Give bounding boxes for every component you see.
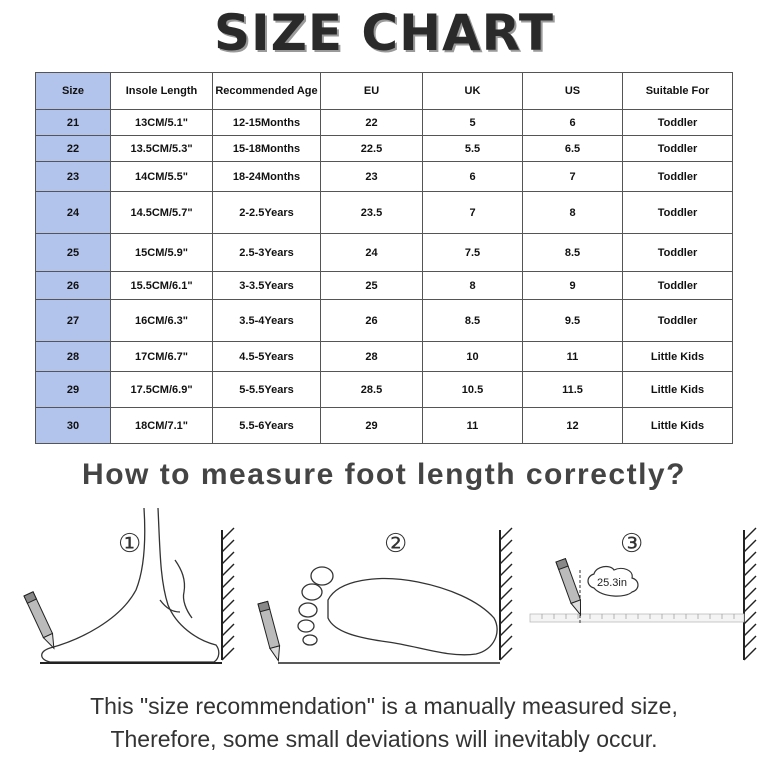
table-cell: 26 — [36, 272, 111, 300]
table-cell: 22.5 — [321, 136, 423, 162]
page-title: SIZE CHART — [213, 4, 555, 62]
table-row — [36, 234, 733, 272]
wall-hatch — [222, 528, 234, 660]
table-cell: 17CM/6.7" — [111, 342, 213, 372]
table-row — [36, 162, 733, 192]
table-cell: 29 — [321, 408, 423, 444]
table-cell: 28 — [321, 342, 423, 372]
table-cell: 23 — [36, 162, 111, 192]
table-cell: Little Kids — [623, 408, 733, 444]
table-cell: 8.5 — [523, 234, 623, 272]
column-header: Suitable For — [623, 73, 733, 110]
column-header: US — [523, 73, 623, 110]
table-cell: 8 — [423, 272, 523, 300]
wall-hatch — [500, 528, 512, 660]
pencil-icon — [258, 601, 283, 662]
table-cell: 30 — [36, 408, 111, 444]
tape-reading-bubble — [588, 567, 638, 597]
table-cell: Little Kids — [623, 372, 733, 408]
table-cell: 7 — [423, 192, 523, 234]
table-cell: 15.5CM/6.1" — [111, 272, 213, 300]
table-cell: Toddler — [623, 272, 733, 300]
table-cell: 11 — [523, 342, 623, 372]
disclaimer-note — [0, 690, 768, 756]
table-cell: 29 — [36, 372, 111, 408]
table-header-row — [36, 73, 733, 110]
table-cell: 28.5 — [321, 372, 423, 408]
pencil-icon — [24, 592, 58, 651]
table-cell: 13.5CM/5.3" — [111, 136, 213, 162]
table-cell: 12-15Months — [213, 110, 321, 136]
table-cell: 8.5 — [423, 300, 523, 342]
table-cell: 6.5 — [523, 136, 623, 162]
step-3-number: ③ — [620, 529, 644, 559]
step-1-number: ① — [118, 529, 142, 559]
table-cell: 24 — [36, 192, 111, 234]
table-cell: 25 — [36, 234, 111, 272]
table-cell: 22 — [321, 110, 423, 136]
table-row — [36, 372, 733, 408]
table-cell: 6 — [523, 110, 623, 136]
table-cell: 5 — [423, 110, 523, 136]
step-1-illustration — [10, 500, 240, 678]
table-cell: Toddler — [623, 300, 733, 342]
table-cell: 28 — [36, 342, 111, 372]
table-cell: 23 — [321, 162, 423, 192]
table-cell: 12 — [523, 408, 623, 444]
table-cell: 8 — [523, 192, 623, 234]
table-cell: 17.5CM/6.9" — [111, 372, 213, 408]
table-cell: 21 — [36, 110, 111, 136]
table-cell: 11 — [423, 408, 523, 444]
table-row — [36, 136, 733, 162]
table-cell: 5.5 — [423, 136, 523, 162]
foot-sole-view — [278, 567, 500, 663]
table-cell: 13CM/5.1" — [111, 110, 213, 136]
table-cell: 4.5-5Years — [213, 342, 321, 372]
table-cell: 16CM/6.3" — [111, 300, 213, 342]
table-cell: 10.5 — [423, 372, 523, 408]
table-cell: 2-2.5Years — [213, 192, 321, 234]
size-chart-table — [35, 72, 733, 444]
table-cell: 27 — [36, 300, 111, 342]
table-cell: 2.5-3Years — [213, 234, 321, 272]
wall-hatch — [744, 528, 756, 660]
table-cell: Toddler — [623, 192, 733, 234]
table-cell: Little Kids — [623, 342, 733, 372]
table-cell: Toddler — [623, 162, 733, 192]
table-row — [36, 272, 733, 300]
table-cell: 5.5-6Years — [213, 408, 321, 444]
table-cell: 23.5 — [321, 192, 423, 234]
disclaimer-line-1: This "size recommendation" is a manually measured size, — [90, 693, 678, 719]
table-cell: 15CM/5.9" — [111, 234, 213, 272]
column-header: Insole Length — [111, 73, 213, 110]
step-2-illustration — [248, 500, 523, 678]
table-cell: 10 — [423, 342, 523, 372]
table-row — [36, 342, 733, 372]
table-cell: Toddler — [623, 234, 733, 272]
table-cell: 6 — [423, 162, 523, 192]
table-row — [36, 300, 733, 342]
table-cell: 3.5-4Years — [213, 300, 321, 342]
table-cell: 9 — [523, 272, 623, 300]
table-cell: 18CM/7.1" — [111, 408, 213, 444]
table-cell: 3-3.5Years — [213, 272, 321, 300]
table-cell: 5-5.5Years — [213, 372, 321, 408]
step-2-number: ② — [384, 529, 408, 559]
table-cell: Toddler — [623, 110, 733, 136]
tape-reading: 25.3in — [597, 577, 627, 589]
table-cell: 14.5CM/5.7" — [111, 192, 213, 234]
column-header: EU — [321, 73, 423, 110]
table-cell: 24 — [321, 234, 423, 272]
table-cell: Toddler — [623, 136, 733, 162]
table-body — [36, 110, 733, 444]
table-cell: 25 — [321, 272, 423, 300]
measure-heading: How to measure foot length correctly? — [82, 458, 686, 491]
column-header: Recommended Age — [213, 73, 321, 110]
table-cell: 26 — [321, 300, 423, 342]
disclaimer-line-2: Therefore, some small deviations will inevitably occur. — [110, 726, 658, 752]
table-row — [36, 192, 733, 234]
table-row — [36, 408, 733, 444]
table-cell: 22 — [36, 136, 111, 162]
table-cell: 7 — [523, 162, 623, 192]
table-cell: 11.5 — [523, 372, 623, 408]
pencil-icon — [556, 559, 585, 617]
step-3-illustration — [522, 500, 762, 678]
column-header: Size — [36, 73, 111, 110]
table-row — [36, 110, 733, 136]
table-cell: 14CM/5.5" — [111, 162, 213, 192]
table-cell: 18-24Months — [213, 162, 321, 192]
table-cell: 9.5 — [523, 300, 623, 342]
table-cell: 15-18Months — [213, 136, 321, 162]
column-header: UK — [423, 73, 523, 110]
table-cell: 7.5 — [423, 234, 523, 272]
